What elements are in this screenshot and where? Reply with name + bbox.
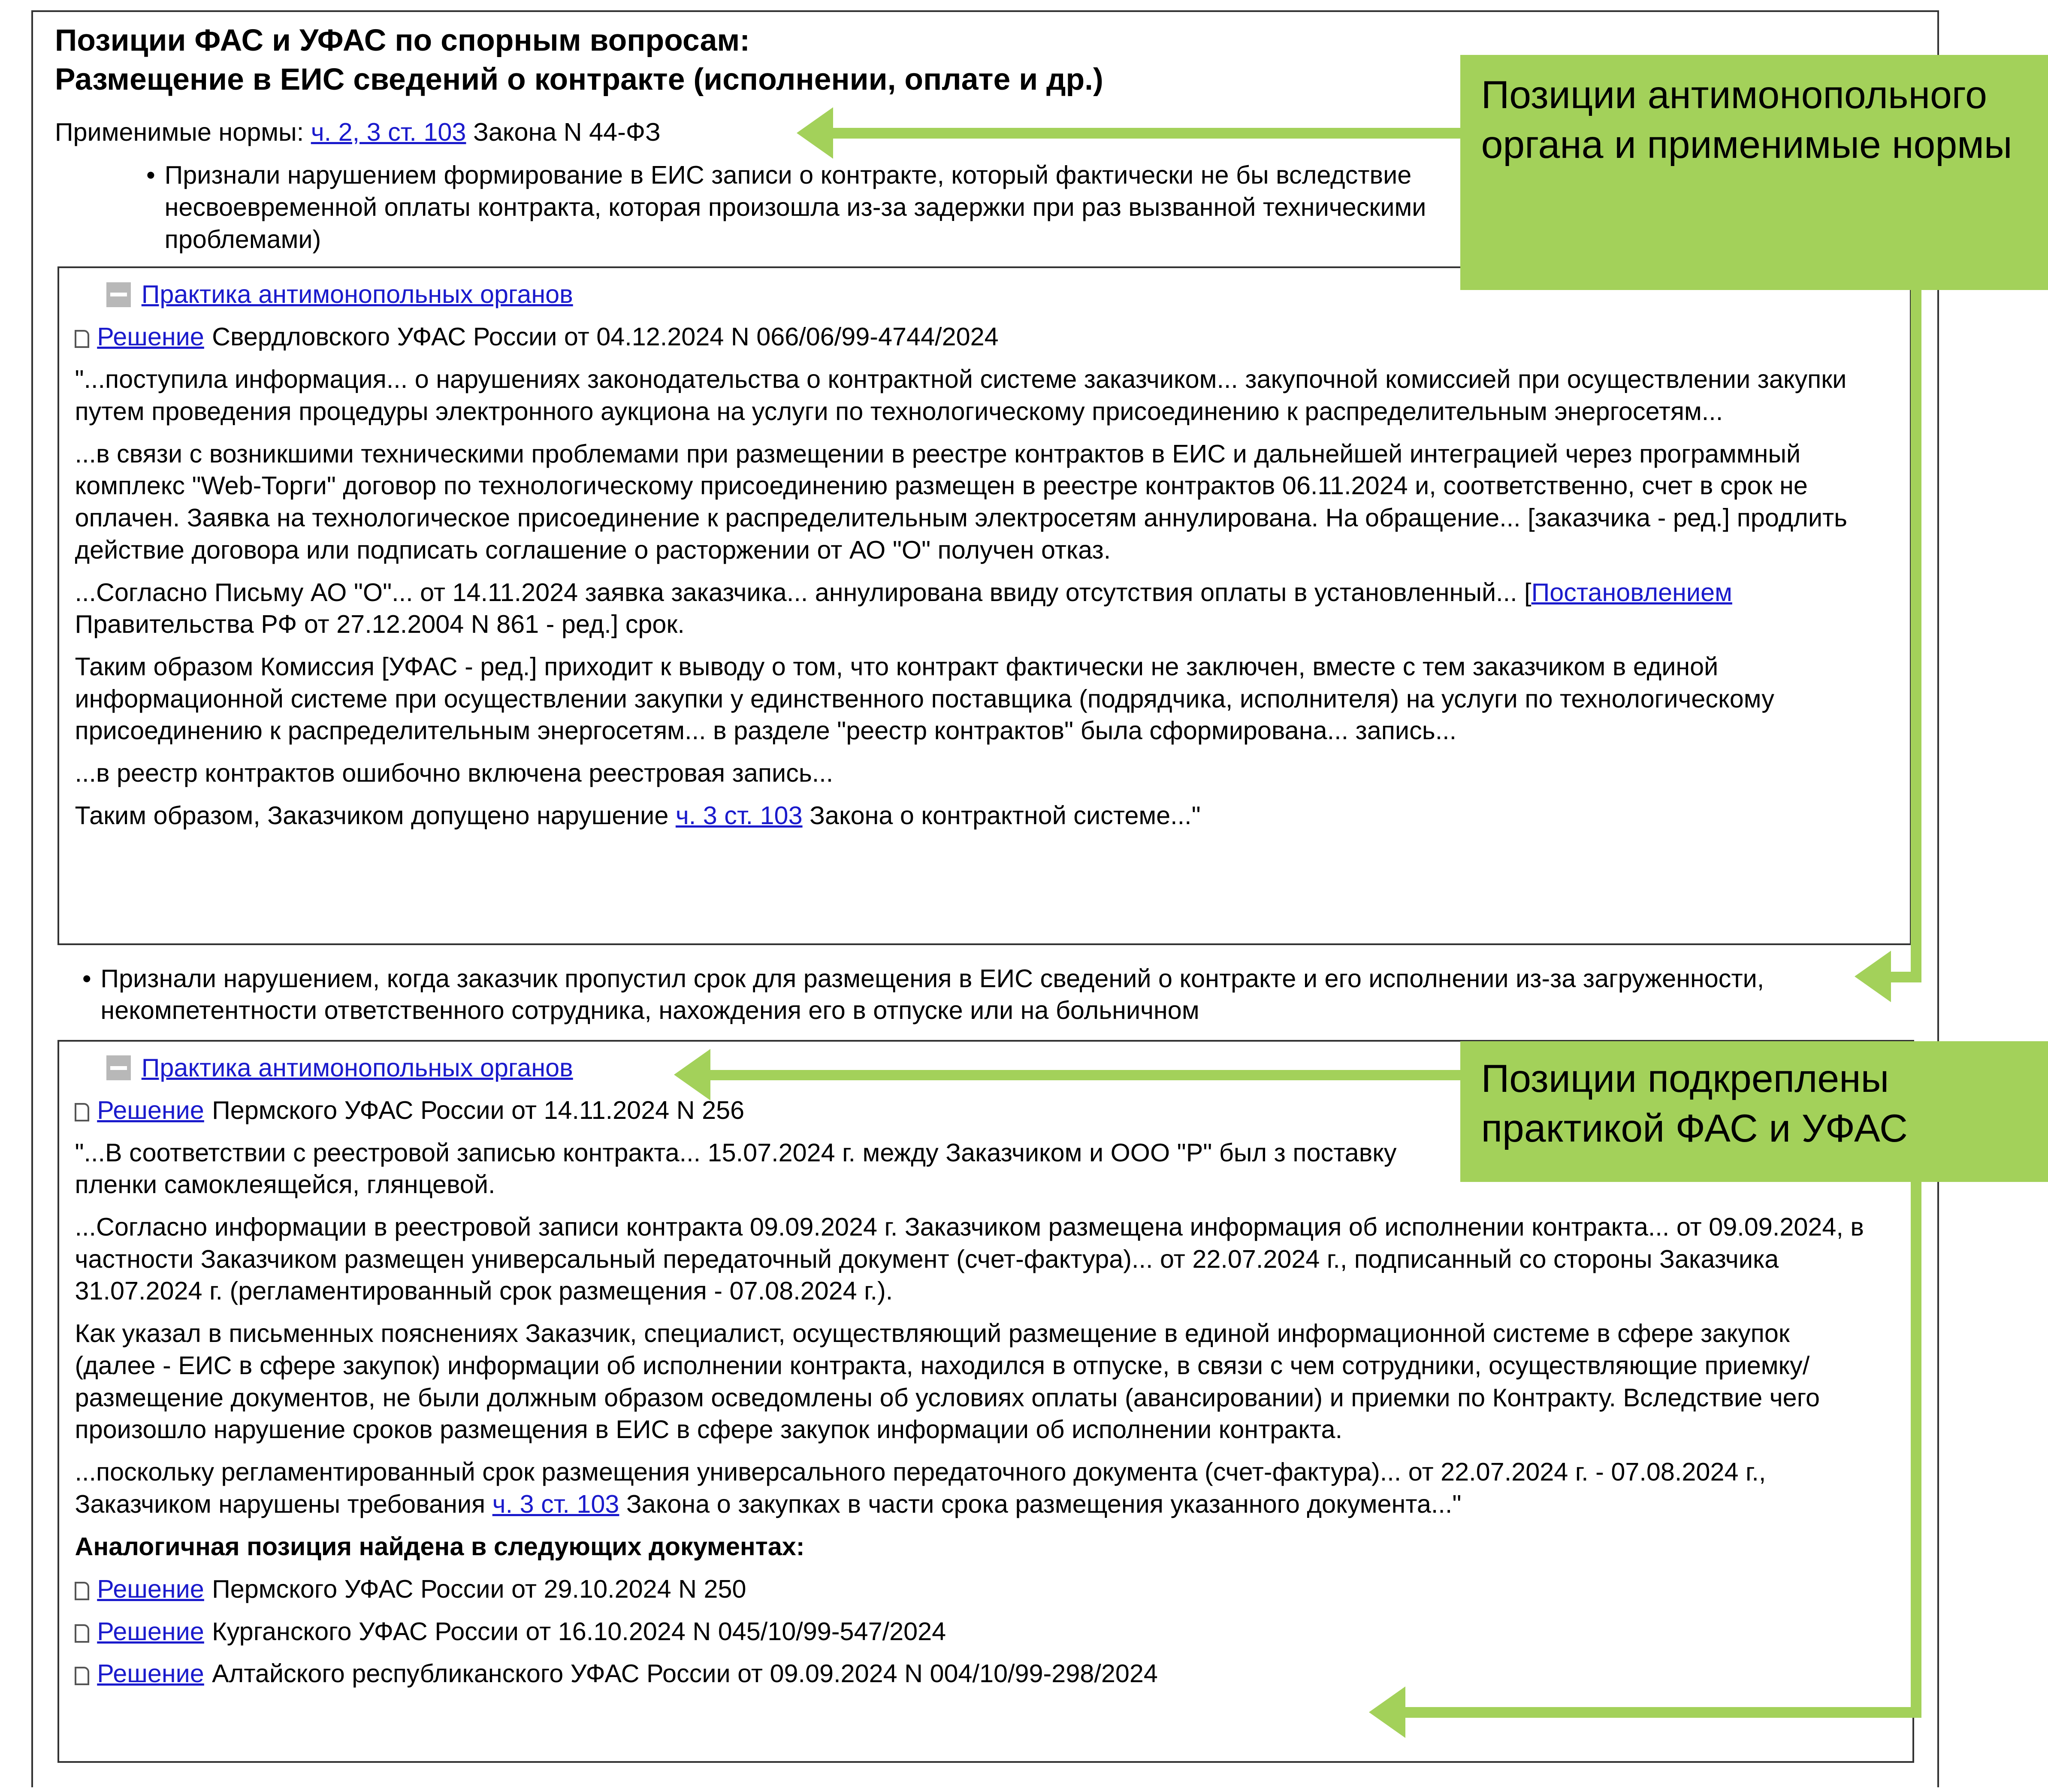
quote-paragraph	[75, 1456, 1876, 1520]
quote-paragraph: "...поступила информация... о нарушениях законодательства о контрактной системе заказчиком... закупочной комиссией при осуществлении закупки путем проведения процедуры электронного аукциона на услуги по технологическому присоединению к распределительным энергосетям...	[75, 365, 1847, 426]
law-link[interactable]: ч. 3 ст. 103	[675, 801, 803, 830]
similar-heading: Аналогичная позиция найдена в следующих документах:	[75, 1532, 805, 1561]
document-icon	[75, 1624, 89, 1643]
callout-positions-and-norms: Позиции антимонопольного органа и применимые нормы	[1460, 55, 2048, 290]
quote-paragraph	[75, 800, 1873, 832]
collapse-icon[interactable]	[106, 1055, 131, 1080]
document-icon	[75, 1103, 89, 1121]
norms-tail: Закона N 44-ФЗ	[473, 117, 661, 146]
resolution-link[interactable]: Постановлением	[1531, 577, 1732, 607]
norms-link[interactable]: ч. 2, 3 ст. 103	[311, 117, 466, 146]
practice-box-1	[57, 266, 1912, 945]
arrow-shaft	[705, 1070, 1462, 1080]
arrow-shaft	[829, 128, 1462, 138]
bullet-icon: •	[82, 964, 91, 993]
title-line-2: Размещение в ЕИС сведений о контракте (исполнении, оплате и др.)	[54, 62, 1103, 97]
position-bullet-2	[82, 963, 1857, 1027]
text: Правительства РФ от 27.12.2004 N 861 - ред.] срок.	[75, 610, 685, 639]
text: Таким образом, Заказчиком допущено нарушение	[75, 801, 669, 830]
decision-title: Курганского УФАС России от 16.10.2024 N 045/10/99-547/2024	[212, 1617, 946, 1646]
applicable-norms	[55, 116, 661, 148]
decision-title: Пермского УФАС России от 14.11.2024 N 256	[212, 1095, 745, 1124]
position-bullet-1	[146, 159, 1471, 255]
norms-label: Применимые нормы:	[54, 117, 304, 146]
decision-title: Алтайского республиканского УФАС России от 09.09.2024 N 004/10/99-298/2024	[212, 1659, 1158, 1688]
arrow-head-icon	[797, 107, 833, 159]
decision-link[interactable]: Решение	[97, 1617, 204, 1646]
text: Закона о контрактной системе..."	[810, 801, 1201, 830]
arrow-head-icon	[674, 1049, 710, 1100]
quote-paragraph: "...В соответствии с реестровой записью контракта... 15.07.2024 г. между Заказчиком и ООО "Р" был з поставку пленки самоклеящейся, глянцевой.	[75, 1138, 1397, 1199]
document-icon	[75, 1582, 89, 1600]
page-title	[55, 21, 1103, 100]
arrow-head-icon	[1855, 951, 1891, 1002]
quote-paragraph: ...Согласно информации в реестровой записи контракта 09.09.2024 г. Заказчиком размещена информация об исполнении контракта... от 09.09.2024, в частности Заказчиком размещен универсальный передаточный документ (счет-фактура)... от 22.07.2024 г., подписанный со стороны Заказчика 31.07.2024 г. (регламентированный срок размещения - 07.08.2024 г.).	[75, 1212, 1864, 1305]
decision-link[interactable]: Решение	[97, 1659, 204, 1688]
text: Закона о закупках в части срока размещения указанного документа..."	[626, 1489, 1462, 1518]
practice-link[interactable]: Практика антимонопольных органов	[141, 280, 573, 309]
bullet-text: Признали нарушением, когда заказчик пропустил срок для размещения в ЕИС сведений о контракте и его исполнении из-за загруженности, некомпетентности ответственного сотрудника, нахождения его в отпуске или на больничном	[100, 964, 1764, 1025]
arrow-shaft	[1398, 1707, 1921, 1717]
quote-paragraph	[75, 577, 1873, 641]
arrow-head-icon	[1369, 1686, 1405, 1738]
decision-link[interactable]: Решение	[97, 1574, 204, 1603]
quote-paragraph: Как указал в письменных пояснениях Заказчик, специалист, осуществляющий размещение в единой информационной системе в сфере закупок (далее - ЕИС в сфере закупок) информации об исполнении контракта, находился в отпуске, в связи с чем сотрудники, осуществляющие приемку/размещение документов, не были должным образом осведомлены об условиях оплаты (авансировании) и приемки по Контракту. Вследствие чего произошло нарушение сроков размещения в ЕИС в сфере закупок информации об исполнении контракта.	[75, 1319, 1820, 1444]
bullet-text: Признали нарушением формирование в ЕИС записи о контракте, который фактически не бы вследствие несвоевременной оплаты контракта, которая произошла из-за задержки при раз вызванной техническими проблемами)	[164, 160, 1426, 254]
document-icon	[75, 1667, 89, 1685]
text: ...Согласно Письму АО "О"... от 14.11.2024 заявка заказчика... аннулирована ввиду отсутствия оплаты в установленный... [	[75, 577, 1531, 607]
bullet-icon: •	[146, 160, 155, 190]
callout-practice: Позиции подкреплены практикой ФАС и УФАС	[1460, 1041, 2048, 1182]
decision-title: Свердловского УФАС России от 04.12.2024 N 066/06/99-4744/2024	[212, 322, 999, 351]
decision-link[interactable]: Решение	[97, 322, 204, 351]
quote-paragraph: ...в связи с возникшими техническими проблемами при размещении в реестре контрактов в ЕИС и дальнейшей интеграцией через программный комплекс "Web-Торги" договор по технологическому присоединению размещен в реестре контрактов 06.11.2024 и, соответственно, счет в срок не оплачен. Заявка на технологическое присоединение к распределительным электросетям аннулирована. На обращение... [заказчика - ред.] продлить действие договора или подписать соглашение о расторжении от АО "О" получен отказ.	[75, 439, 1848, 564]
quote-paragraph: ...в реестр контрактов ошибочно включена реестровая запись...	[75, 759, 834, 788]
law-link[interactable]: ч. 3 ст. 103	[492, 1489, 619, 1518]
practice-link[interactable]: Практика антимонопольных органов	[141, 1053, 573, 1082]
title-line-1: Позиции ФАС и УФАС по спорным вопросам:	[54, 23, 750, 57]
decision-link[interactable]: Решение	[97, 1095, 204, 1124]
collapse-icon[interactable]	[106, 282, 131, 307]
arrow-shaft	[1911, 1182, 1921, 1717]
text: ...поскольку регламентированный срок размещения универсального передаточного документа (счет-фактура)... от 22.07.2024 г. - 07.08.2024 г., Заказчиком нарушены требования	[75, 1457, 1766, 1518]
arrow-shaft	[1911, 290, 1921, 982]
document-icon	[75, 330, 89, 348]
quote-paragraph: Таким образом Комиссия [УФАС - ред.] приходит к выводу о том, что контракт фактически не заключен, вместе с тем заказчиком в единой информационной системе при осуществлении закупки у единственного поставщика (подрядчика, исполнителя) на услуги по технологическому присоединению к распределительным энергосетям... в разделе "реестр контрактов" была сформирована... запись...	[75, 652, 1774, 745]
decision-title: Пермского УФАС России от 29.10.2024 N 250	[212, 1574, 746, 1603]
